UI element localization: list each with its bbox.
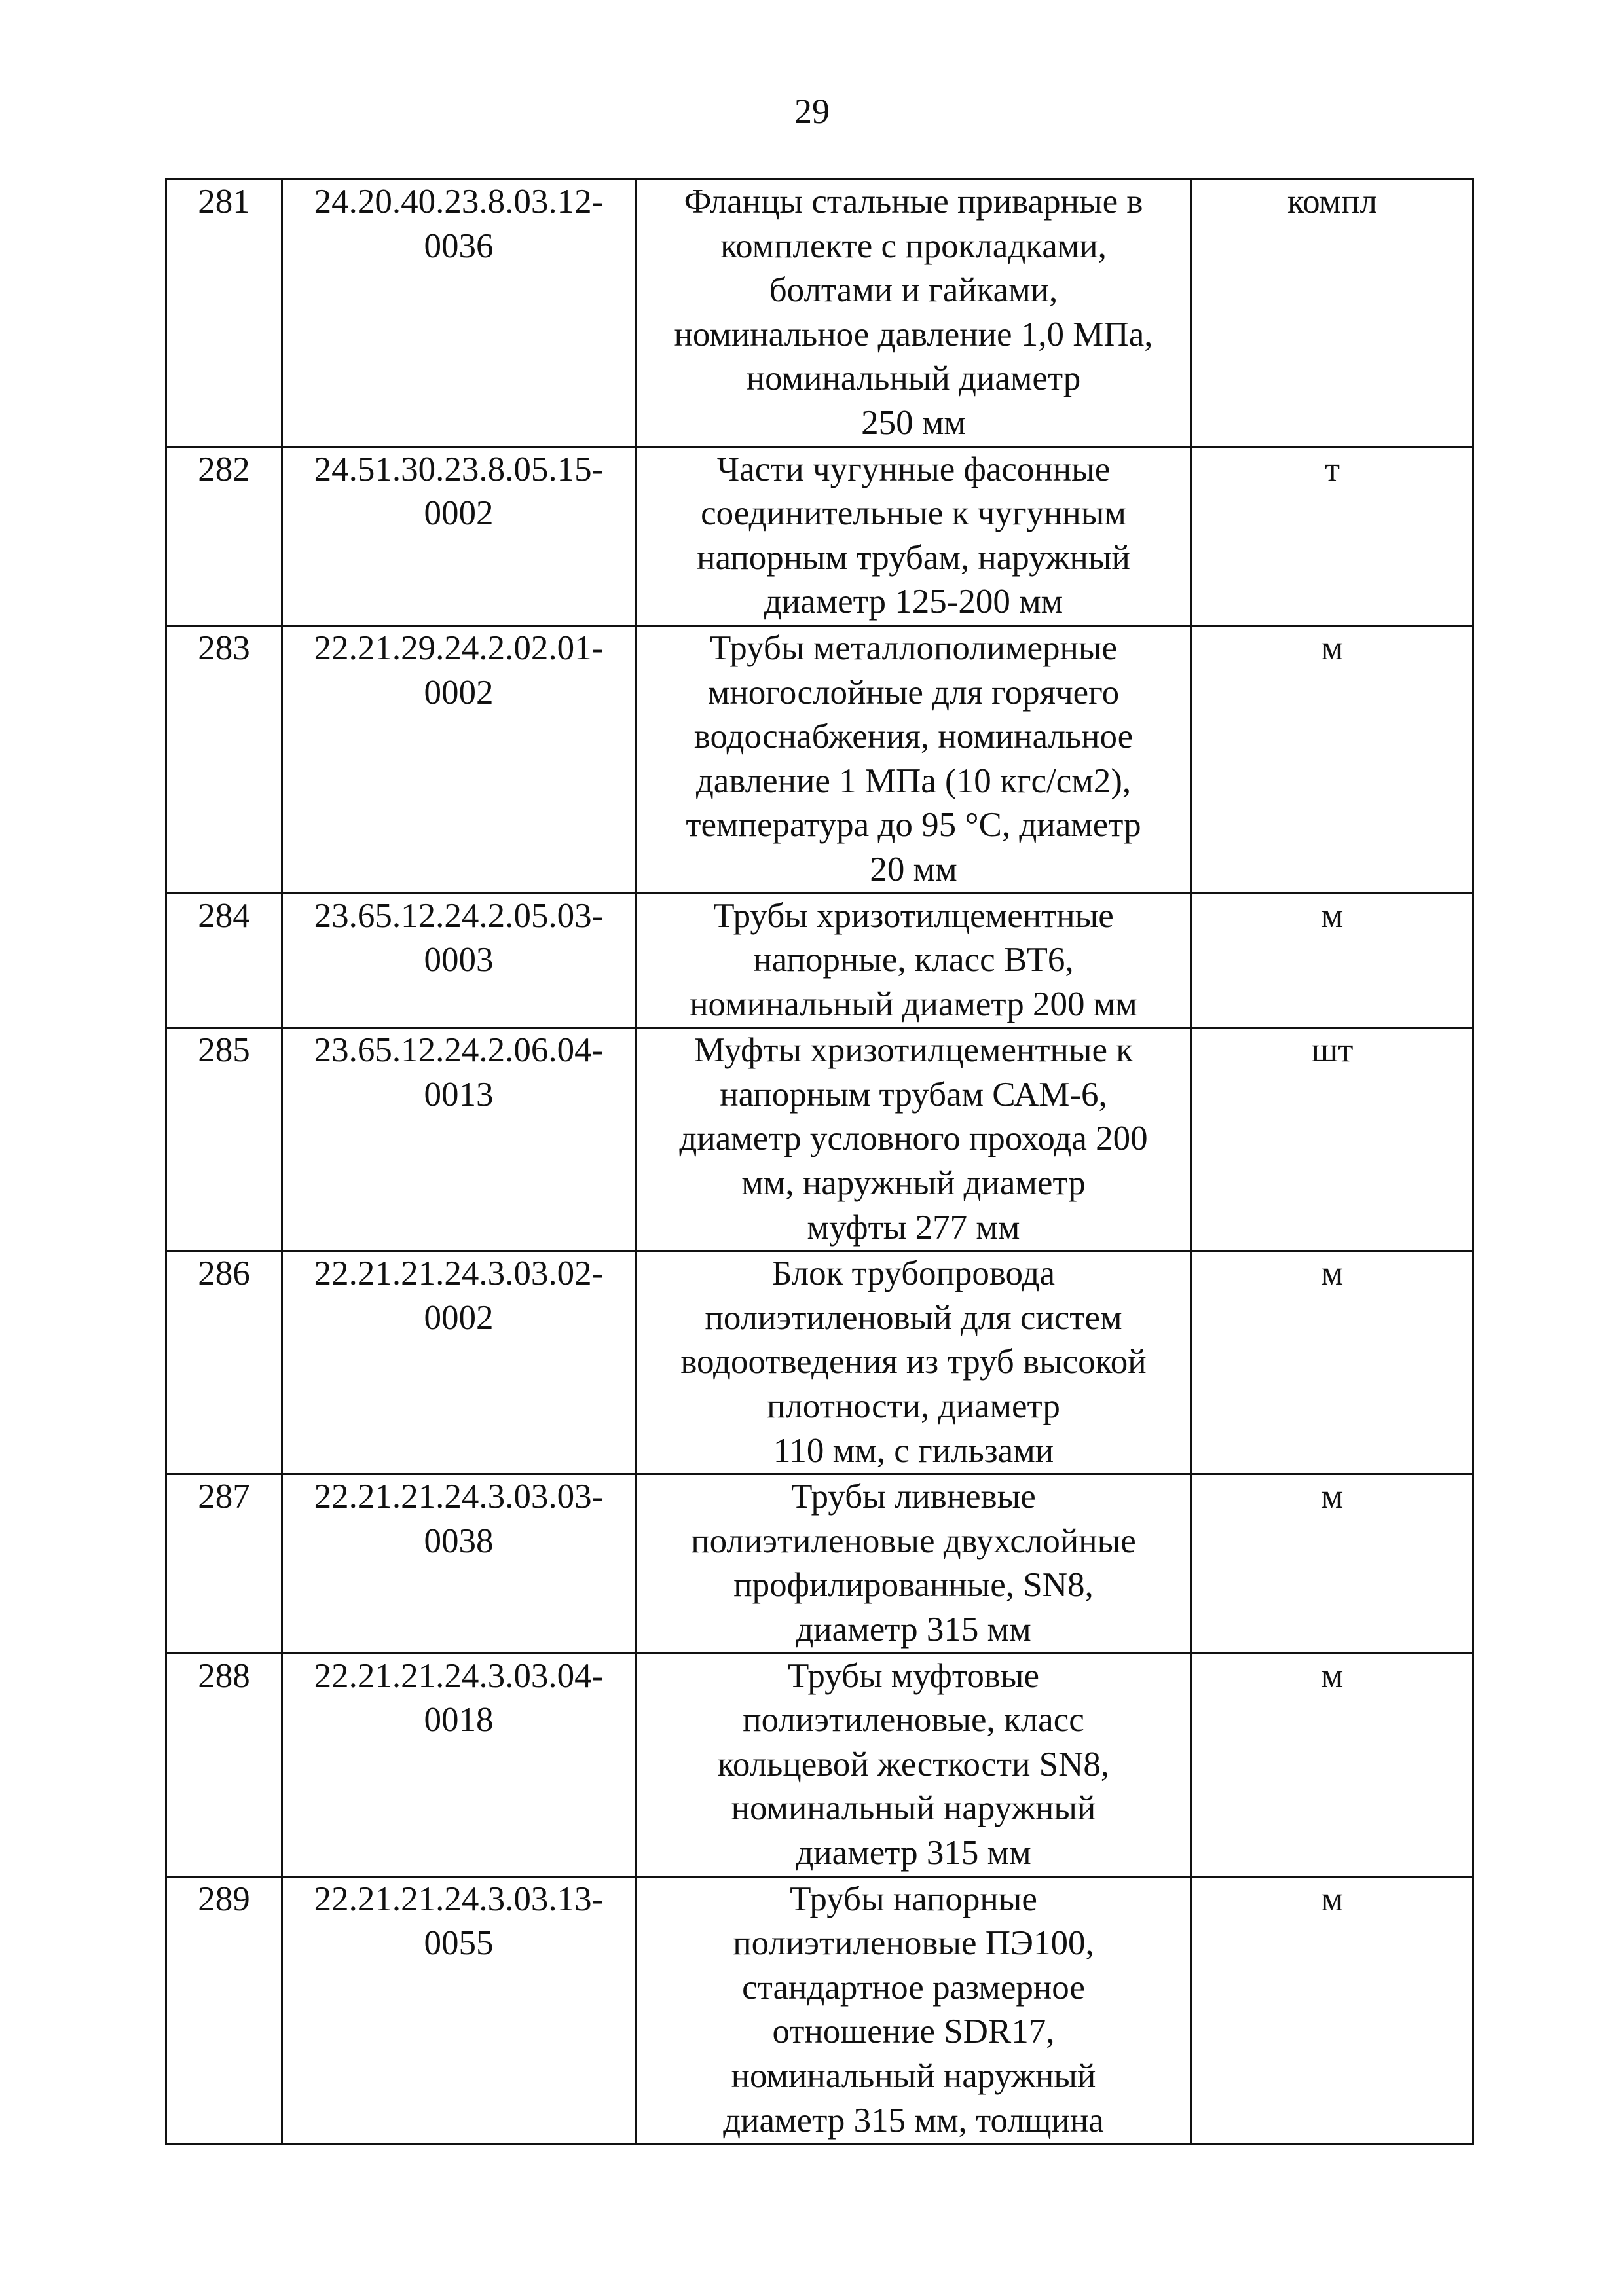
description-line: номинальное давление 1,0 МПа, [674, 315, 1153, 354]
row-number: 282 [198, 450, 250, 488]
resource-code-line: 0002 [424, 1298, 494, 1337]
row-number: 287 [198, 1478, 250, 1516]
table-row [166, 179, 1473, 447]
resource-code-cell [282, 1474, 636, 1653]
description-line: номинальный диаметр [746, 359, 1081, 398]
description-line: температура до 95 °С, диаметр [686, 806, 1141, 845]
page-number: 29 [794, 92, 830, 131]
description-cell [636, 1876, 1192, 2144]
row-number: 288 [198, 1656, 250, 1695]
unit-value: м [1321, 629, 1344, 667]
description-line: комплекте с прокладками, [720, 227, 1107, 265]
row-number: 283 [198, 629, 250, 667]
unit-cell [1192, 1876, 1473, 2144]
table-row [166, 1251, 1473, 1474]
description-line: диаметр 315 мм [796, 1833, 1031, 1872]
description-line: номинальный наружный [731, 2056, 1096, 2095]
resource-code-line: 23.65.12.24.2.06.04- [314, 1031, 604, 1070]
resource-code-line: 0018 [424, 1701, 494, 1740]
table-row [166, 1876, 1473, 2144]
row-number: 285 [198, 1031, 250, 1070]
unit-value: м [1321, 1656, 1344, 1695]
materials-table [165, 178, 1474, 2145]
description-line: полиэтиленовый для систем [705, 1298, 1122, 1337]
description-line: диаметр условного прохода 200 [679, 1120, 1148, 1158]
unit-cell [1192, 1251, 1473, 1474]
resource-code-cell [282, 1653, 636, 1876]
resource-code-line: 22.21.21.24.3.03.03- [314, 1478, 604, 1516]
description-line: диаметр 315 мм [796, 1611, 1031, 1649]
resource-code-line: 22.21.21.24.3.03.13- [314, 1880, 604, 1918]
resource-code-line: 0038 [424, 1522, 494, 1560]
description-line: соединительные к чугунным [701, 494, 1126, 533]
resource-code-line: 22.21.29.24.2.02.01- [314, 629, 604, 667]
description-line: Трубы металлополимерные [709, 629, 1118, 667]
resource-code-line: 0036 [424, 227, 494, 265]
description-line: стандартное размерное [742, 1968, 1085, 2007]
unit-value: м [1321, 1254, 1344, 1293]
row-number-cell [166, 446, 282, 625]
resource-code-line: 0013 [424, 1075, 494, 1114]
table-row [166, 625, 1473, 893]
unit-cell [1192, 1028, 1473, 1251]
resource-code-cell [282, 625, 636, 893]
description-line: кольцевой жесткости SN8, [717, 1745, 1110, 1783]
description-cell [636, 625, 1192, 893]
resource-code-line: 23.65.12.24.2.05.03- [314, 896, 604, 935]
resource-code-cell [282, 1251, 636, 1474]
row-number-cell [166, 1876, 282, 2144]
description-cell [636, 893, 1192, 1028]
unit-cell [1192, 446, 1473, 625]
description-line: водоотведения из труб высокой [680, 1343, 1147, 1381]
unit-value: м [1321, 1478, 1344, 1516]
description-cell [636, 1653, 1192, 1876]
unit-cell [1192, 179, 1473, 447]
description-line: полиэтиленовые ПЭ100, [733, 1924, 1094, 1963]
description-cell [636, 1028, 1192, 1251]
description-line: мм, наружный диаметр [741, 1164, 1086, 1203]
unit-cell [1192, 625, 1473, 893]
row-number-cell [166, 893, 282, 1028]
description-line: отношение SDR17, [772, 2013, 1055, 2051]
row-number: 284 [198, 896, 250, 935]
description-line: профилированные, SN8, [733, 1566, 1094, 1605]
resource-code-line: 0002 [424, 494, 494, 533]
row-number-cell [166, 179, 282, 447]
table-row [166, 1028, 1473, 1251]
description-cell [636, 179, 1192, 447]
description-line: Фланцы стальные приварные в [684, 183, 1143, 221]
description-line: Трубы хризотилцементные [713, 896, 1114, 935]
unit-value: т [1324, 450, 1340, 488]
description-line: номинальный наружный [731, 1789, 1096, 1828]
description-line: полиэтиленовые двухслойные [691, 1522, 1136, 1560]
description-line: диаметр 125-200 мм [764, 583, 1063, 621]
table-row [166, 1474, 1473, 1653]
unit-value: м [1321, 1880, 1344, 1918]
description-cell [636, 1474, 1192, 1653]
description-line: болтами и гайками, [769, 271, 1058, 310]
description-line: 250 мм [861, 403, 966, 442]
description-cell [636, 1251, 1192, 1474]
description-line: диаметр 315 мм, толщина [723, 2101, 1104, 2140]
description-line: многослойные для горячего [707, 673, 1120, 712]
description-line: 110 мм, с гильзами [773, 1431, 1054, 1470]
description-line: полиэтиленовые, класс [743, 1701, 1084, 1740]
description-line: плотности, диаметр [767, 1387, 1060, 1426]
resource-code-line: 24.51.30.23.8.05.15- [314, 450, 604, 488]
resource-code-cell [282, 1028, 636, 1251]
description-line: Трубы напорные [790, 1880, 1037, 1918]
description-line: Муфты хризотилцементные к [693, 1031, 1134, 1070]
resource-code-line: 24.20.40.23.8.03.12- [314, 183, 604, 221]
unit-cell [1192, 893, 1473, 1028]
row-number: 281 [198, 183, 250, 221]
resource-code-line: 0003 [424, 941, 494, 979]
description-line: давление 1 МПа (10 кгс/см2), [695, 761, 1132, 800]
description-line: напорным трубам САМ-6, [720, 1075, 1107, 1114]
resource-code-line: 22.21.21.24.3.03.02- [314, 1254, 604, 1293]
description-line: водоснабжения, номинальное [693, 718, 1134, 756]
row-number: 286 [198, 1254, 250, 1293]
resource-code-line: 0002 [424, 673, 494, 712]
description-cell [636, 446, 1192, 625]
description-line: напорные, класс ВТ6, [753, 941, 1074, 979]
unit-value: шт [1311, 1031, 1354, 1070]
resource-code-cell [282, 179, 636, 447]
row-number-cell [166, 1028, 282, 1251]
description-line: напорным трубам, наружный [697, 538, 1130, 577]
resource-code-line: 22.21.21.24.3.03.04- [314, 1656, 604, 1695]
resource-code-cell [282, 446, 636, 625]
unit-value: компл [1287, 183, 1377, 221]
description-line: Трубы ливневые [791, 1478, 1036, 1516]
row-number-cell [166, 1653, 282, 1876]
resource-code-line: 0055 [424, 1924, 494, 1963]
description-line: номинальный диаметр 200 мм [690, 985, 1137, 1023]
resource-code-cell [282, 1876, 636, 2144]
row-number-cell [166, 1251, 282, 1474]
description-line: Блок трубопровода [771, 1254, 1056, 1293]
description-line: 20 мм [870, 850, 957, 888]
row-number: 289 [198, 1880, 250, 1918]
description-line: Трубы муфтовые [788, 1656, 1039, 1695]
table-row [166, 893, 1473, 1028]
unit-cell [1192, 1653, 1473, 1876]
description-line: Части чугунные фасонные [716, 450, 1111, 488]
table-row [166, 1653, 1473, 1876]
row-number-cell [166, 625, 282, 893]
description-line: муфты 277 мм [807, 1208, 1020, 1247]
table-row [166, 446, 1473, 625]
materials-table-body [166, 179, 1473, 2144]
row-number-cell [166, 1474, 282, 1653]
unit-value: м [1321, 896, 1344, 935]
resource-code-cell [282, 893, 636, 1028]
unit-cell [1192, 1474, 1473, 1653]
